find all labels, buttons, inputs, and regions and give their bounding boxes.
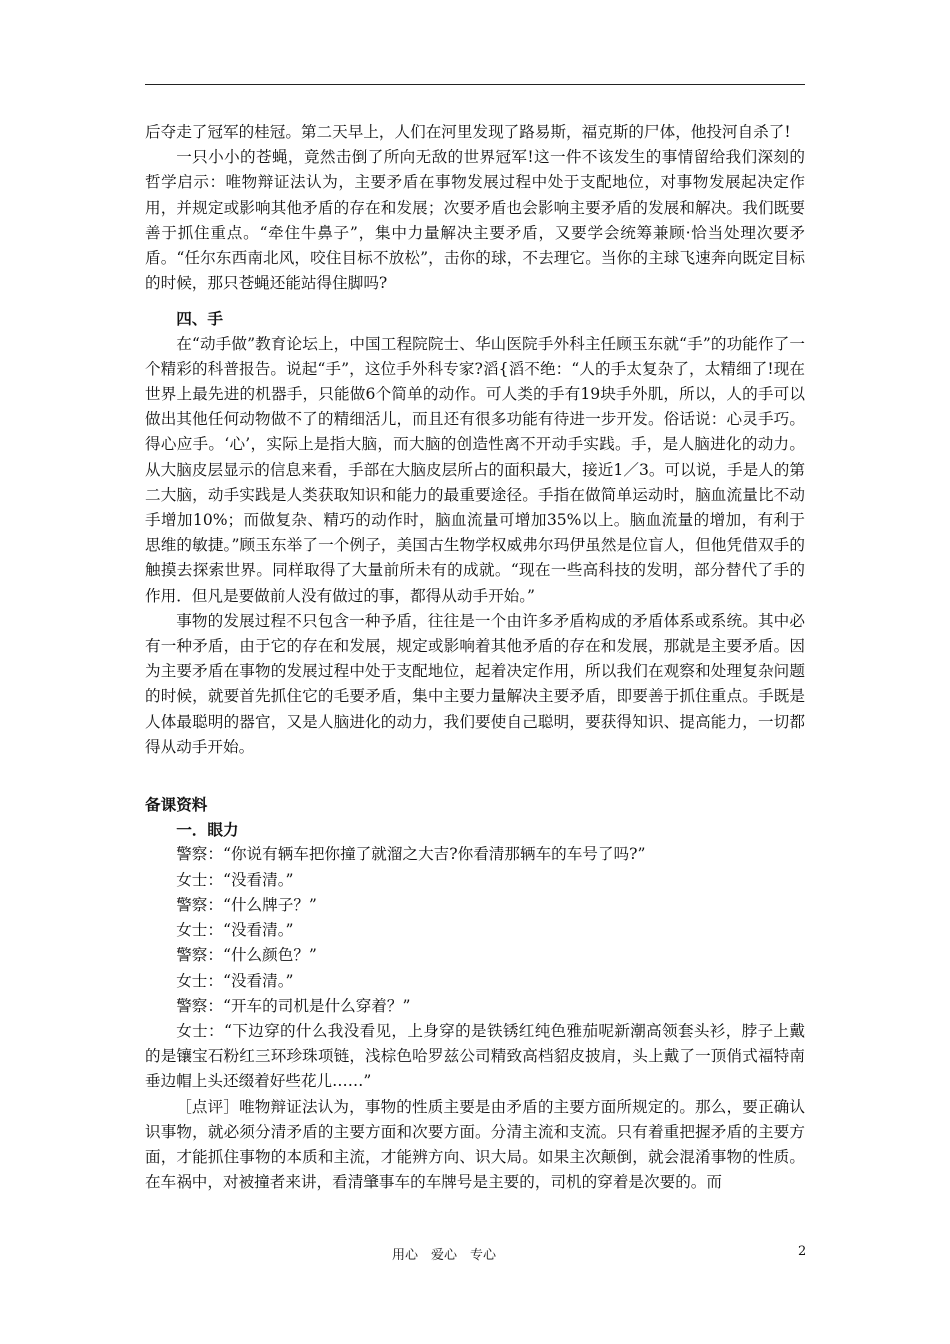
paragraph-commentary: ［点评］唯物辩证法认为，事物的性质主要是由矛盾的主要方面所规定的。那么，要正确认识事物，就必须分清矛盾的主要方面和次要方面。分清主流和支流。只有着重把握矛盾的主要方面，才能抓住事物的本质和主流，才能辨方向、识大局。如果主次颠倒，就会混淆事物的性质。在车祸中，对被撞者来讲，看清肇事车的车牌号是主要的，司机的穿着是次要的。而: [145, 1097, 805, 1192]
footer-motto: 用心 爱心 专心: [392, 1248, 497, 1263]
page-body: [145, 120, 805, 1195]
dialogue-line: 警察：“你说有辆车把你撞了就溜之大吉?你看清那辆车的车号了吗?”: [176, 845, 646, 864]
section-heading-hand: 四、手: [176, 309, 223, 329]
paragraph-continuation: 后夺走了冠军的桂冠。第二天早上，人们在河里发现了路易斯，福克斯的尸体，他投河自杀了!: [145, 123, 791, 141]
header-rule: [145, 84, 805, 85]
section-heading-prep-material: 备课资料: [145, 795, 208, 815]
dialogue-line: 警察：“开车的司机是什么穿着？”: [176, 996, 411, 1015]
paragraph-hand-forum: 在“动手做”教育论坛上，中国工程院院士、华山医院手外科主任顾玉东就“手”的功能作了一个精彩的科普报告。说起“手”，这位手外科专家?滔{滔不绝：“人的手太复杂了，太精细了!现在世界上最先进的机器手，只能做6个简单的动作。可人类的手有19块手外肌，所以，人的手可以做出其他任何动物做不了的精细活儿，而且还有很多功能有待进一步开发。俗话说：心灵手巧。得心应手。‘心’，实际上是指大脑，而大脑的创造性离不开动手实践。手，是人脑进化的动力。从大脑皮层显示的信息来看，手部在大脑皮层所占的面积最大，接近1／3。可以说，手是人的第二大脑，动手实践是人类获取知识和能力的最重要途径。手指在做简单运动时，脑血流量比不动手增加10%；而做复杂、精巧的动作时，脑血流量可增加35%以上。脑血流量的增加，有利于思维的敏捷。”顾玉东举了一个例子，美国古生物学权威弗尔玛伊虽然是位盲人，但他凭借双手的触摸去探索世界。同样取得了大量前所未有的成就。“现在一些高科技的发明，部分替代了手的作用．但凡是要做前人没有做过的事，都得从动手开始。”: [145, 334, 805, 605]
dialogue-line: 女士：“没看清。”: [176, 921, 294, 940]
dialogue-line-long: 女士：“下边穿的什么我没看见，上身穿的是铁锈红纯色雅茄呢新潮高领套头衫，脖子上戴的是镶宝石粉红三环珍珠项链，浅棕色哈罗兹公司精致高档貂皮披肩，头上戴了一顶俏式福特南垂边帽上头还缀着好些花儿……”: [145, 1021, 805, 1091]
dialogue-line: 警察：“什么牌子？”: [176, 895, 317, 914]
page-number: 2: [798, 1244, 807, 1259]
dialogue-line: 警察：“什么颜色？”: [176, 946, 317, 965]
dialogue-line: 女士：“没看清。”: [176, 971, 294, 990]
paragraph-main-contradiction: 事物的发展过程不只包含一种予盾，往往是一个由许多矛盾构成的矛盾体系或系统。其中必有一种矛盾，由于它的存在和发展，规定或影响着其他矛盾的存在和发展，那就是主要矛盾。因为主要矛盾在事物的发展过程中处于支配地位，起着决定作用，所以我们在观察和处理复杂问题的时候，就要首先抓住它的毛要矛盾，集中主要力量解决主要矛盾，即要善于抓住重点。手既是人体最聪明的器官，又是人脑进化的动力，我们要使自己聪明，要获得知识、提高能力，一切都得从动手开始。: [145, 611, 805, 756]
subheading-eyesight: 一．眼力: [176, 820, 239, 840]
dialogue-line: 女士：“没看清。”: [176, 870, 294, 889]
paragraph-fly-lesson: 一只小小的苍蝇，竟然击倒了所向无敌的世界冠军!这一件不该发生的事情留给我们深刻的哲学启示：唯物辩证法认为，主要矛盾在事物发展过程中处于支配地位，对事物发展起决定作用，并规定或影响其他矛盾的存在和发展；次要矛盾也会影响主要矛盾的发展和解决。我们既要善于抓住重点。“牵住牛鼻子”，集中力量解决主要矛盾，又要学会统筹兼顾·恰当处理次要矛盾。“任尔东西南北风，咬住目标不放松”，击你的球，不去理它。当你的主球飞速奔向既定目标的时候，那只苍蝇还能站得住脚吗?: [145, 148, 805, 293]
